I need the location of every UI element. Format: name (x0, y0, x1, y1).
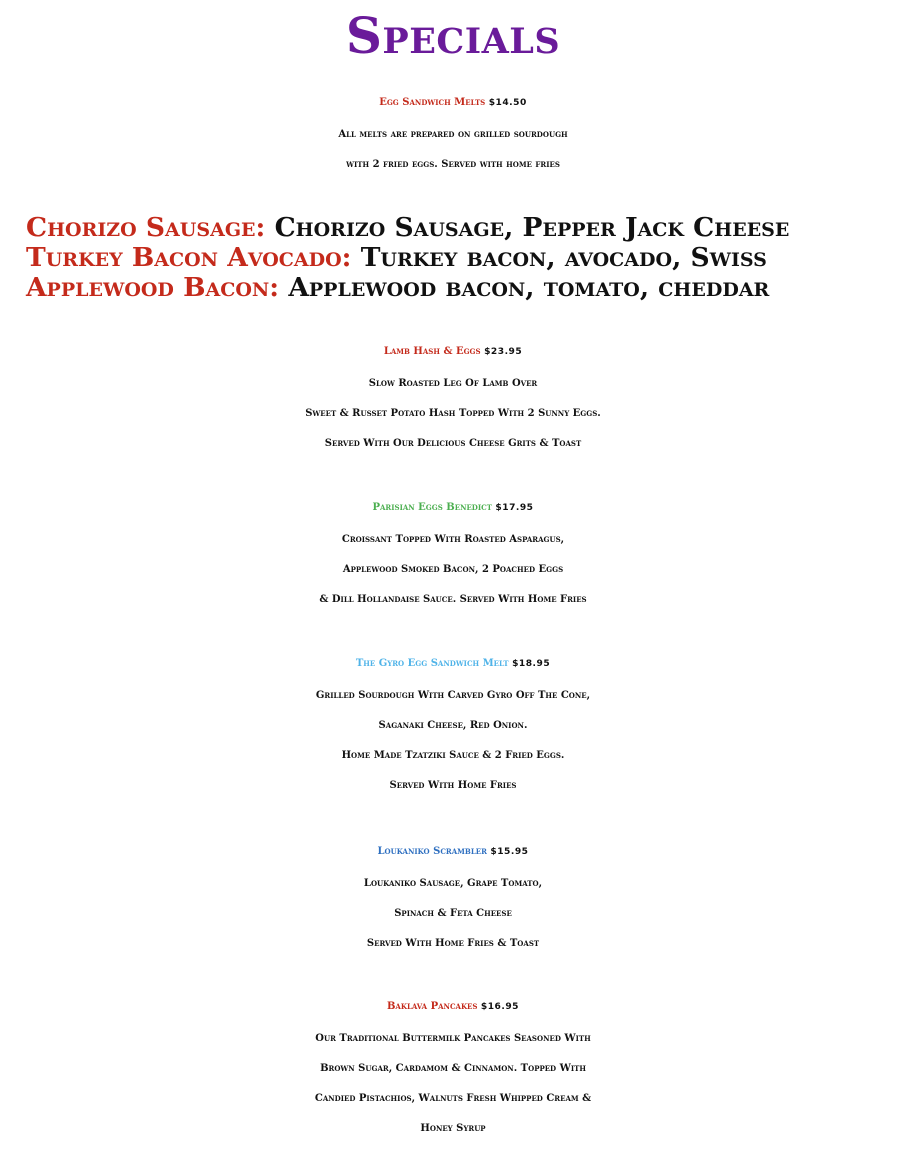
item-description-line: Our Traditional Buttermilk Pancakes Seasoned With (315, 1033, 591, 1044)
item-description-line: Sweet & Russet Potato Hash Topped With 2 Sunny Eggs. (305, 408, 601, 419)
item-name: Baklava Pancakes (386, 1001, 478, 1012)
variant-turkey-bacon-avocado (26, 243, 896, 273)
item-price: $18.95 (512, 659, 551, 669)
item-description-line: Candied Pistachios, Walnuts Fresh Whipped Cream & (314, 1093, 592, 1104)
item-heading (0, 990, 906, 1024)
variant-description: Turkey bacon, avocado, Swiss (360, 242, 767, 273)
item-description-line: Saganaki Cheese, Red Onion. (378, 720, 528, 731)
item-name: Parisian Eggs Benedict (372, 502, 492, 513)
variant-name: Chorizo Sausage: (26, 212, 266, 243)
item-heading (0, 491, 906, 525)
item-name: Egg Sandwich Melts (379, 97, 486, 108)
melt-variants-list (26, 213, 896, 303)
variant-name: Applewood Bacon: (26, 272, 280, 303)
item-description-line: Grilled Sourdough With Carved Gyro Off The Cone, (315, 690, 591, 701)
variant-description: Applewood bacon, tomato, cheddar (288, 272, 770, 303)
item-heading (0, 647, 906, 681)
item-heading (0, 835, 906, 869)
page-title: Specials (345, 6, 561, 65)
item-price: $16.95 (480, 1002, 519, 1012)
menu-item-loukaniko-scrambler (0, 835, 906, 959)
item-description-line: Honey Syrup (420, 1123, 486, 1134)
variant-name: Turkey Bacon Avocado: (26, 242, 352, 273)
item-heading (0, 335, 906, 369)
item-description-line: Brown Sugar, Cardamom & Cinnamon. Topped With (320, 1063, 586, 1074)
item-description-line: Spinach & Feta Cheese (394, 908, 512, 919)
item-description-line: with 2 fried eggs. Served with home fries (346, 159, 560, 170)
menu-item-egg-sandwich-melts (0, 86, 906, 180)
item-description-line: All melts are prepared on grilled sourdough (338, 129, 568, 140)
variant-applewood-bacon (26, 273, 896, 303)
menu-item-gyro-egg-sandwich-melt (0, 647, 906, 801)
item-name: Loukaniko Scrambler (377, 846, 487, 857)
menu-item-lamb-hash-eggs (0, 335, 906, 459)
item-description-line: Applewood Smoked Bacon, 2 Poached Eggs (342, 564, 564, 575)
variant-description: Chorizo Sausage, Pepper Jack Cheese (274, 212, 790, 243)
item-description-line: Home Made Tzatziki Sauce & 2 Fried Eggs. (341, 750, 565, 761)
item-name: Lamb Hash & Eggs (383, 346, 481, 357)
item-description-line: Served With Our Delicious Cheese Grits & Toast (324, 438, 582, 449)
variant-chorizo-sausage (26, 213, 896, 243)
menu-item-parisian-eggs-benedict (0, 491, 906, 615)
item-description-line: Slow Roasted Leg Of Lamb Over (368, 378, 538, 389)
item-price: $17.95 (495, 503, 534, 513)
item-description-line: & Dill Hollandaise Sauce. Served With Home Fries (319, 594, 587, 605)
item-description-line: Croissant Topped With Roasted Asparagus, (341, 534, 565, 545)
item-name: The Gyro Egg Sandwich Melt (355, 658, 509, 669)
item-price: $14.50 (488, 98, 527, 108)
item-heading (0, 86, 906, 120)
item-price: $15.95 (490, 847, 529, 857)
item-description-line: Served With Home Fries (389, 780, 517, 791)
item-description-line: Served With Home Fries & Toast (366, 938, 540, 949)
item-description-line: Loukaniko Sausage, Grape Tomato, (363, 878, 543, 889)
menu-item-baklava-pancakes (0, 990, 906, 1144)
item-price: $23.95 (484, 347, 523, 357)
